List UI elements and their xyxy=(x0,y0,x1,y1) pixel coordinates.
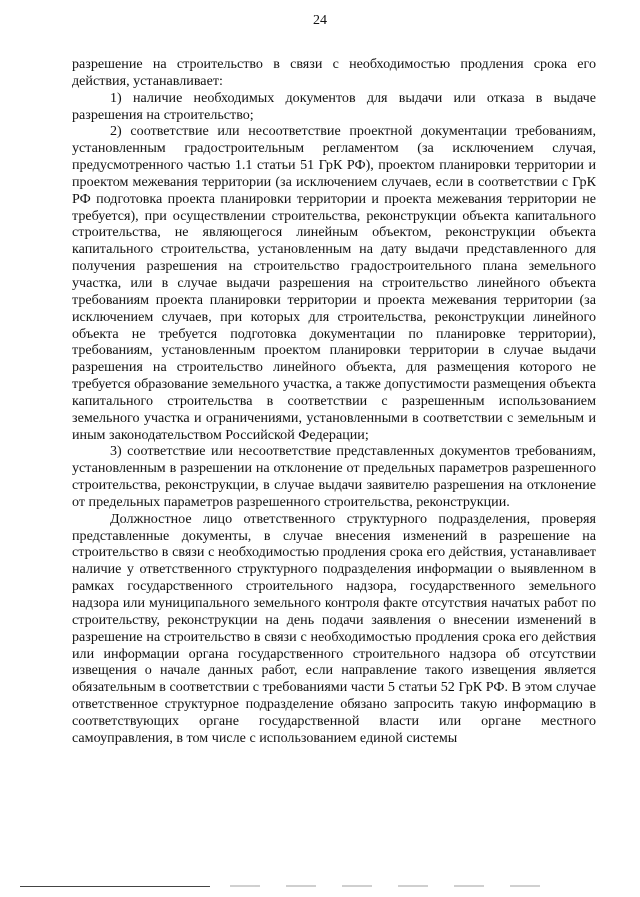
paragraph-item-2: 2) соответствие или несоответствие проектной документации требованиям, установленным градостроительным регламентом (за исключением случая, предусмотренного частью 1.1 статьи 51 ГрК РФ), проектом планировки территории и проектом межевания территории (за исключением случаев, если в соответствии с ГрК РФ подготовка проекта планировки территории и проекта межевания территории не требуется), при осуществлении строительства, реконструкции объекта капитального строительства, не являющегося линейным объектом, реконструкции объекта капитального строительства, установленным на дату выдачи представленного для получения разрешения на строительство градостроительного плана земельного участка, или в случае выдачи разрешения на строительство линейного объекта требованиям проекта планировки территории и проекта межевания территории (за исключением случаев, при которых для строительства, реконструкции линейного объекта не требуется подготовка документации по планировке территории), требованиям, установленным проектом планировки территории в случае выдачи разрешения на строительство линейного объекта, для размещения которого не требуется образование земельного участка, а также допустимости размещения объекта капитального строительства в соответствии с разрешенным использованием земельного участка и ограничениями, установленными в соответствии с земельным и иным законодательством Российской Федерации; xyxy=(72,123,596,443)
paragraph-item-1: 1) наличие необходимых документов для выдачи или отказа в выдаче разрешения на строительство; xyxy=(72,89,596,123)
footer-scan-artifacts xyxy=(230,883,610,889)
page-number: 24 xyxy=(313,13,327,28)
scan-mark xyxy=(510,885,540,887)
paragraph-continuation: разрешение на строительство в связи с необходимостью продления срока его действия, устанавливает: xyxy=(72,56,596,89)
scan-mark xyxy=(286,885,316,887)
scan-mark xyxy=(342,885,372,887)
scan-mark xyxy=(454,885,484,887)
paragraph-item-3: 3) соответствие или несоответствие представленных документов требованиям, установленным в разрешении на отклонение от предельных параметров разрешенного строительства, реконструкции, в случае выдачи заявителю разрешения на отклонение от предельных параметров разрешенного строительства, реконструкции. xyxy=(72,443,596,510)
footer-divider xyxy=(20,886,210,887)
scan-mark xyxy=(230,885,260,887)
paragraph-official-check: Должностное лицо ответственного структурного подразделения, проверяя представленные документы, в случае внесения изменений в разрешение на строительство в связи с необходимостью продления срока его действия, устанавливает наличие у ответственного структурного подразделения информации о выявленном в рамках государственного строительного надзора, государственного земельного надзора или муниципального земельного контроля факте отсутствия начатых работ по строительству, реконструкции на день подачи заявления о внесении изменений в разрешение на строительство в связи с необходимостью продления срока его действия или информации органа государственного строительного надзора об отсутствии извещения о начале данных работ, если направление такого извещения является обязательным в соответствии с требованиями части 5 статьи 52 ГрК РФ. В этом случае ответственное структурное подразделение обязано запросить такую информацию в соответствующих органе государственной власти или органе местного самоуправления, в том числе с использованием единой системы xyxy=(72,510,596,746)
scan-mark xyxy=(398,885,428,887)
document-body xyxy=(72,56,596,747)
